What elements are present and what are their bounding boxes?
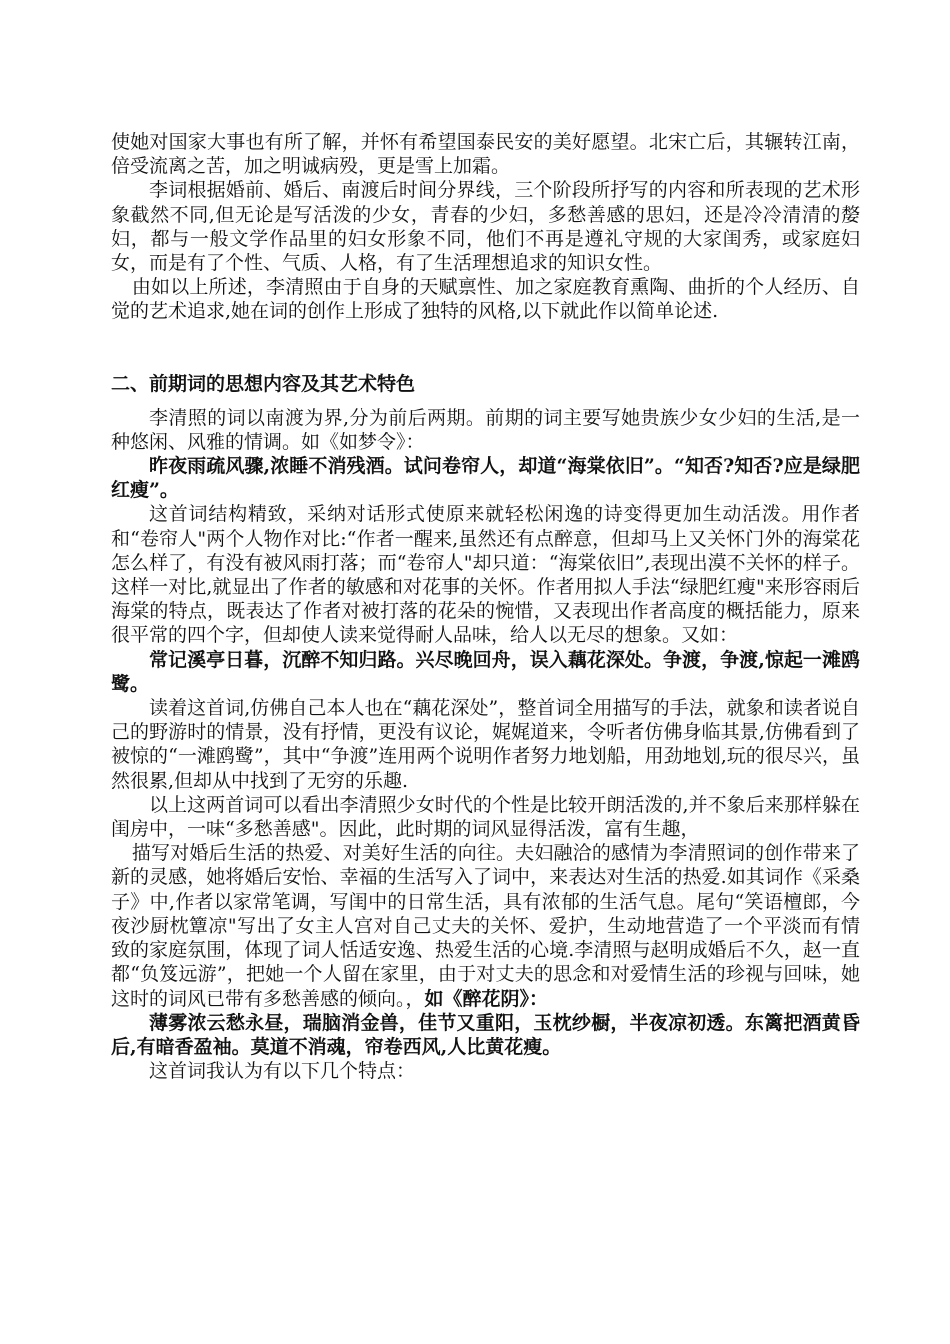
poem-zuihuayin: 薄雾浓云愁永昼，瑞脑消金兽，佳节又重阳，玉枕纱橱，半夜凉初透。东篱把酒黄昏后,有暗香盈袖。莫道不消魂，帘卷西风,人比黄花瘦。	[111, 1011, 860, 1058]
spacer	[111, 324, 860, 372]
section-heading: 二、前期词的思想内容及其艺术特色	[111, 372, 416, 395]
paragraph-married-life	[111, 841, 860, 1010]
paragraph-three-stages: 李词根据婚前、婚后、南渡后时间分界线，三个阶段所抒写的内容和所表现的艺术形象截然不同,但无论是写活泼的少女，青春的少妇，多愁善感的思妇，还是冷冷清清的嫠妇，都与一般文学作品里的妇女形象不同，他们不再是遵礼守规的大家闺秀，或家庭妇女，而是有了个性、气质、人格，有了生活理想追求的知识女性。	[111, 179, 860, 275]
paragraph-features-intro: 这首词我认为有以下几个特点：	[149, 1060, 416, 1083]
paragraph-early-period: 李清照的词以南渡为界,分为前后两期。前期的词主要写她贵族少女少妇的生活,是一种悠闲、风雅的情调。如《如梦令》：	[111, 406, 860, 453]
poem-intro-zuihuayin: 如《醉花阴》：	[424, 987, 549, 1010]
paragraph-intro-continued: 使她对国家大事也有所了解，并怀有希望国泰民安的美好愿望。北宋亡后，其辗转江南，倍受流离之苦，加之明诚病殁，更是雪上加霜。	[111, 131, 860, 178]
paragraph-summary: 由如以上所述，李清照由于自身的天赋禀性、加之家庭教育熏陶、曲折的个人经历、自觉的艺术追求,她在词的创作上形成了独特的风格,以下就此作以简单论述.	[111, 276, 860, 323]
paragraph-conclusion-1: 以上这两首词可以看出李清照少女时代的个性是比较开朗活泼的,并不象后来那样躲在闺房中，一味“多愁善感"。因此，此时期的词风显得活泼，富有生趣，	[111, 793, 860, 841]
poem-rumengling: 昨夜雨疏风骤,浓睡不消残酒。试问卷帘人，却道“海棠依旧”。“知否?知否?应是绿肥红瘦”。	[111, 455, 860, 502]
poem-changji: 常记溪亭日暮，沉醉不知归路。兴尽晚回舟，误入藕花深处。争渡，争渡,惊起一滩鸥鹭。	[111, 648, 860, 695]
paragraph-married-life-text: 描写对婚后生活的热爱、对美好生活的向往。夫妇融洽的感情为李清照词的创作带来了新的灵感，她将婚后安怡、幸福的生活写入了词中，来表达对生活的热爱.如其词作《采桑子》中,作者以家常笔调，写闺中的日常生活，具有浓郁的生活气息。尾句“笑语檀郎，今夜沙厨枕簟凉"写出了女主人宫对自己丈夫的关怀、爱护，生动地营造了一个平淡而有情致的家庭氛围，体现了词人恬适安逸、热爱生活的心境.李清照与赵明成婚后不久，赵一直都“负笈远游”，把她一个人留在家里，由于对丈夫的思念和对爱情生活的珍视与回味，她这时的词风已带有多愁善感的倾向。，	[111, 842, 860, 1010]
spacer	[111, 396, 860, 406]
paragraph-analysis-1: 这首词结构精致，采纳对话形式使原来就轻松闲逸的诗变得更加生动活泼。用作者和“卷帘人"两个人物作对比:“作者一醒来,虽然还有点醉意，但却马上又关怀门外的海棠花怎么样了，有没有被风雨打落；而“卷帘人"却只道：“海棠依旧”,表现出漠不关怀的样子。这样一对比,就显出了作者的敏感和对花事的关怀。作者用拟人手法“绿肥红瘦"来形容雨后海棠的特点，既表达了作者对被打落的花朵的惋惜，又表现出作者高度的概括能力，原来很平常的四个字，但却使人读来觉得耐人品味，给人以无尽的想象。又如：	[111, 503, 860, 647]
paragraph-analysis-2: 读着这首词,仿佛自己本人也在“藕花深处”，整首词全用描写的手法，就象和读者说自己的野游时的情景，没有抒情，更没有议论，娓娓道来，令听者仿佛身临其景,仿佛看到了被惊的“一滩鸥鹭”，其中“争渡”连用两个说明作者努力地划船，用劲地划,玩的很尽兴，虽然很累,但却从中找到了无穷的乐趣.	[111, 697, 860, 792]
document-page	[111, 130, 860, 1083]
